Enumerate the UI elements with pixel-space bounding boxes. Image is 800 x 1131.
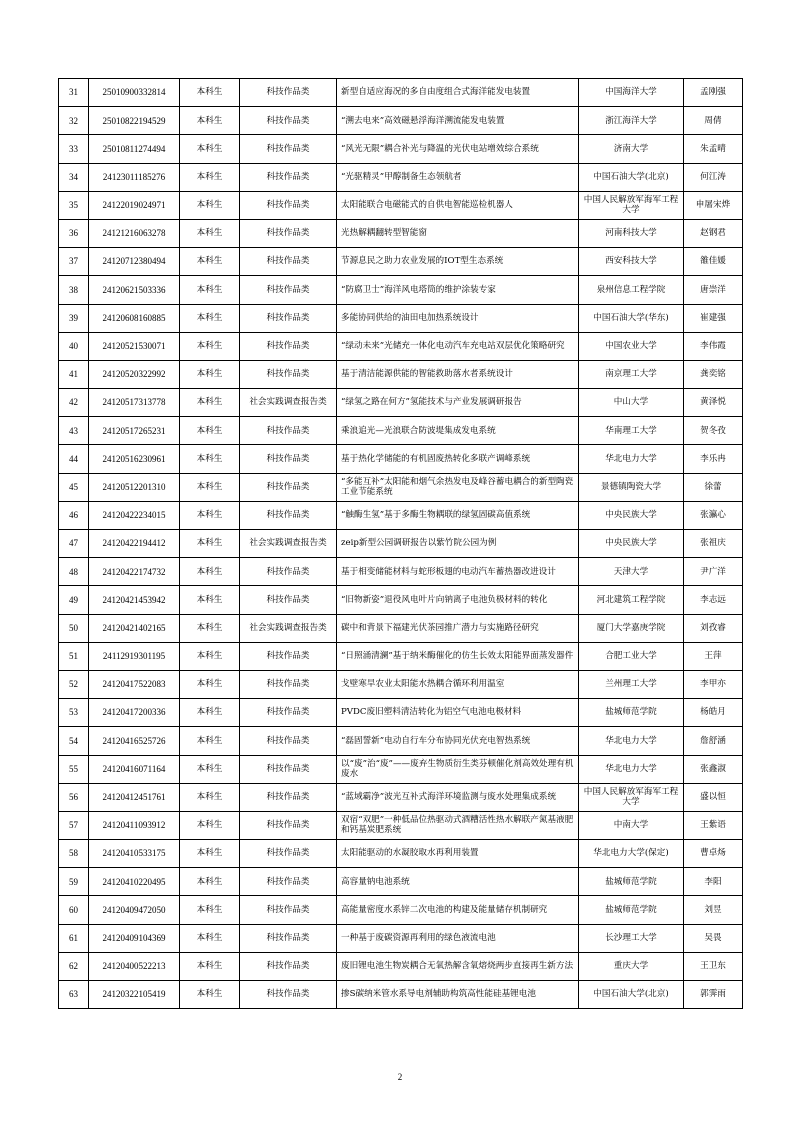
student-level: 本科生 <box>180 107 240 135</box>
application-code: 24122019024971 <box>89 191 180 219</box>
work-category: 科技作品类 <box>240 163 337 191</box>
project-title: “旧物新姿”退役风电叶片向钠离子电池负极材料的转化 <box>337 586 579 614</box>
school-name: 华南理工大学 <box>579 417 684 445</box>
row-number: 49 <box>59 586 89 614</box>
application-code: 24112919301195 <box>89 642 180 670</box>
school-name: 济南大学 <box>579 135 684 163</box>
student-level: 本科生 <box>180 642 240 670</box>
work-category: 社会实践调查报告类 <box>240 614 337 642</box>
application-code: 24120416071164 <box>89 755 180 783</box>
school-name: 华北电力大学 <box>579 445 684 473</box>
row-number: 45 <box>59 473 89 501</box>
application-code: 25010811274494 <box>89 135 180 163</box>
person-name: 詹舒涵 <box>684 727 743 755</box>
student-level: 本科生 <box>180 304 240 332</box>
project-title: “绿氢之路在何方”氢能技术与产业发展调研报告 <box>337 389 579 417</box>
work-category: 科技作品类 <box>240 586 337 614</box>
table-row <box>59 952 743 980</box>
work-category: 科技作品类 <box>240 896 337 924</box>
person-name: 周倩 <box>684 107 743 135</box>
project-title: 基于热化学储能的有机固废热转化多联产调峰系统 <box>337 445 579 473</box>
person-name: 李伟霞 <box>684 332 743 360</box>
person-name: 张瀛心 <box>684 501 743 529</box>
work-category: 科技作品类 <box>240 248 337 276</box>
student-level: 本科生 <box>180 501 240 529</box>
work-category: 科技作品类 <box>240 868 337 896</box>
student-level: 本科生 <box>180 360 240 388</box>
row-number: 43 <box>59 417 89 445</box>
person-name: 唐崇洋 <box>684 276 743 304</box>
work-category: 科技作品类 <box>240 107 337 135</box>
project-title: zeip新型公园调研报告以紫竹院公园为例 <box>337 530 579 558</box>
school-name: 中国人民解放军海军工程大学 <box>579 191 684 219</box>
school-name: 中南大学 <box>579 811 684 839</box>
table-row <box>59 896 743 924</box>
person-name: 郭霁雨 <box>684 981 743 1009</box>
table-row <box>59 163 743 191</box>
work-category: 科技作品类 <box>240 840 337 868</box>
person-name: 李甲亦 <box>684 670 743 698</box>
application-code: 24120608160885 <box>89 304 180 332</box>
school-name: 中国人民解放军海军工程大学 <box>579 783 684 811</box>
school-name: 盐城师范学院 <box>579 868 684 896</box>
application-code: 24120417522083 <box>89 670 180 698</box>
work-category: 科技作品类 <box>240 304 337 332</box>
row-number: 46 <box>59 501 89 529</box>
student-level: 本科生 <box>180 586 240 614</box>
school-name: 华北电力大学 <box>579 755 684 783</box>
student-level: 本科生 <box>180 924 240 952</box>
person-name: 李志远 <box>684 586 743 614</box>
row-number: 31 <box>59 79 89 107</box>
row-number: 34 <box>59 163 89 191</box>
school-name: 合肥工业大学 <box>579 642 684 670</box>
project-title: 一种基于废碳资源再利用的绿色液流电池 <box>337 924 579 952</box>
table-row <box>59 783 743 811</box>
student-level: 本科生 <box>180 417 240 445</box>
person-name: 刘孜睿 <box>684 614 743 642</box>
table-row <box>59 699 743 727</box>
student-level: 本科生 <box>180 191 240 219</box>
table-row <box>59 107 743 135</box>
person-name: 李阳 <box>684 868 743 896</box>
student-level: 本科生 <box>180 981 240 1009</box>
school-name: 中山大学 <box>579 389 684 417</box>
student-level: 本科生 <box>180 445 240 473</box>
project-title: 基于相变储能材料与蛇形板翅的电动汽车蓄热器改进设计 <box>337 558 579 586</box>
table-row <box>59 981 743 1009</box>
row-number: 36 <box>59 219 89 247</box>
table-row <box>59 135 743 163</box>
person-name: 雒佳媛 <box>684 248 743 276</box>
work-category: 科技作品类 <box>240 79 337 107</box>
work-category: 科技作品类 <box>240 501 337 529</box>
row-number: 56 <box>59 783 89 811</box>
row-number: 35 <box>59 191 89 219</box>
project-title: 双宿“双肥”一种低品位热驱动式酒糟活性热水解联产氮基液肥和钙基炭肥系统 <box>337 811 579 839</box>
project-title: 戈壁寒旱农业太阳能水热耦合循环利用温室 <box>337 670 579 698</box>
school-name: 西安科技大学 <box>579 248 684 276</box>
application-code: 24120521530071 <box>89 332 180 360</box>
table-row <box>59 191 743 219</box>
page-number: 2 <box>397 1072 403 1082</box>
project-title: 乘浪追光—光浪联合防波堤集成发电系统 <box>337 417 579 445</box>
row-number: 38 <box>59 276 89 304</box>
student-level: 本科生 <box>180 135 240 163</box>
table-row <box>59 727 743 755</box>
row-number: 39 <box>59 304 89 332</box>
work-category: 科技作品类 <box>240 924 337 952</box>
table-row <box>59 530 743 558</box>
table-row <box>59 924 743 952</box>
project-title: 碳中和背景下福建光伏茶园推广潜力与实施路径研究 <box>337 614 579 642</box>
row-number: 37 <box>59 248 89 276</box>
row-number: 62 <box>59 952 89 980</box>
person-name: 崔建强 <box>684 304 743 332</box>
project-title: 基于清洁能源供能的智能救助落水者系统设计 <box>337 360 579 388</box>
application-code: 24120512201310 <box>89 473 180 501</box>
person-name: 王萍 <box>684 642 743 670</box>
project-table <box>58 78 743 1009</box>
row-number: 33 <box>59 135 89 163</box>
person-name: 龚奕铭 <box>684 360 743 388</box>
work-category: 科技作品类 <box>240 783 337 811</box>
student-level: 本科生 <box>180 783 240 811</box>
student-level: 本科生 <box>180 952 240 980</box>
work-category: 科技作品类 <box>240 191 337 219</box>
project-title: “防腐卫士”海洋风电塔筒的维护涂装专家 <box>337 276 579 304</box>
application-code: 24120516230961 <box>89 445 180 473</box>
student-level: 本科生 <box>180 79 240 107</box>
school-name: 浙江海洋大学 <box>579 107 684 135</box>
person-name: 刘昱 <box>684 896 743 924</box>
project-title: 高能量密度水系锌二次电池的构建及能量储存机制研究 <box>337 896 579 924</box>
project-title: 太阳能驱动的水凝胶取水再利用装置 <box>337 840 579 868</box>
row-number: 40 <box>59 332 89 360</box>
student-level: 本科生 <box>180 332 240 360</box>
project-title: “蓝域霸净”波光互补式海洋环境监测与废水处理集成系统 <box>337 783 579 811</box>
school-name: 华北电力大学 <box>579 727 684 755</box>
student-level: 本科生 <box>180 163 240 191</box>
project-title: PVDC废旧塑料清洁转化为铝空气电池电极材料 <box>337 699 579 727</box>
project-title: 以“废”治“废”——废弃生物质衍生类芬顿催化剂高效处理有机废水 <box>337 755 579 783</box>
school-name: 中国石油大学(北京) <box>579 163 684 191</box>
table-row <box>59 417 743 445</box>
work-category: 科技作品类 <box>240 727 337 755</box>
project-title: 新型自适应海况的多自由度组合式海洋能发电装置 <box>337 79 579 107</box>
work-category: 科技作品类 <box>240 276 337 304</box>
person-name: 尹广洋 <box>684 558 743 586</box>
table-row <box>59 501 743 529</box>
school-name: 华北电力大学(保定) <box>579 840 684 868</box>
table-row <box>59 642 743 670</box>
project-title: 高容量钠电池系统 <box>337 868 579 896</box>
table-row <box>59 755 743 783</box>
school-name: 河南科技大学 <box>579 219 684 247</box>
person-name: 盛以恒 <box>684 783 743 811</box>
work-category: 科技作品类 <box>240 332 337 360</box>
application-code: 24120409104369 <box>89 924 180 952</box>
row-number: 54 <box>59 727 89 755</box>
application-code: 24120422194412 <box>89 530 180 558</box>
table-row <box>59 840 743 868</box>
project-title: “绿动未来”光储充一体化电动汽车充电站双层优化策略研究 <box>337 332 579 360</box>
person-name: 贺冬孜 <box>684 417 743 445</box>
school-name: 中国石油大学(北京) <box>579 981 684 1009</box>
work-category: 科技作品类 <box>240 360 337 388</box>
table-row <box>59 389 743 417</box>
application-code: 24120517265231 <box>89 417 180 445</box>
row-number: 59 <box>59 868 89 896</box>
row-number: 58 <box>59 840 89 868</box>
row-number: 48 <box>59 558 89 586</box>
application-code: 24120621503336 <box>89 276 180 304</box>
school-name: 中国石油大学(华东) <box>579 304 684 332</box>
row-number: 60 <box>59 896 89 924</box>
application-code: 24120417200336 <box>89 699 180 727</box>
student-level: 本科生 <box>180 473 240 501</box>
application-code: 24121216063278 <box>89 219 180 247</box>
work-category: 科技作品类 <box>240 219 337 247</box>
student-level: 本科生 <box>180 670 240 698</box>
school-name: 盐城师范学院 <box>579 896 684 924</box>
project-title: 节源息民之助力农业发展的IOT型生态系统 <box>337 248 579 276</box>
work-category: 科技作品类 <box>240 642 337 670</box>
school-name: 南京理工大学 <box>579 360 684 388</box>
row-number: 32 <box>59 107 89 135</box>
application-code: 24120410533175 <box>89 840 180 868</box>
student-level: 本科生 <box>180 868 240 896</box>
row-number: 41 <box>59 360 89 388</box>
student-level: 本科生 <box>180 727 240 755</box>
work-category: 科技作品类 <box>240 811 337 839</box>
student-level: 本科生 <box>180 614 240 642</box>
school-name: 中央民族大学 <box>579 530 684 558</box>
work-category: 社会实践调查报告类 <box>240 389 337 417</box>
student-level: 本科生 <box>180 276 240 304</box>
table-row <box>59 614 743 642</box>
student-level: 本科生 <box>180 219 240 247</box>
project-title: “触酶生氢”基于多酶生物耦联的绿氢固碳高值系统 <box>337 501 579 529</box>
application-code: 24120517313778 <box>89 389 180 417</box>
application-code: 24120421453942 <box>89 586 180 614</box>
person-name: 赵钢君 <box>684 219 743 247</box>
project-title: 太阳能联合电磁能式的自供电智能巡检机器人 <box>337 191 579 219</box>
person-name: 何江涛 <box>684 163 743 191</box>
project-title: 掺S碳纳米管水系导电剂辅助构筑高性能硅基锂电池 <box>337 981 579 1009</box>
table-row <box>59 670 743 698</box>
table-row <box>59 332 743 360</box>
school-name: 中国海洋大学 <box>579 79 684 107</box>
application-code: 24120422174732 <box>89 558 180 586</box>
table-row <box>59 868 743 896</box>
work-category: 科技作品类 <box>240 952 337 980</box>
person-name: 曹卓炀 <box>684 840 743 868</box>
table-body <box>59 79 743 1009</box>
work-category: 科技作品类 <box>240 755 337 783</box>
application-code: 24120322105419 <box>89 981 180 1009</box>
application-code: 24120400522213 <box>89 952 180 980</box>
application-code: 24120411093912 <box>89 811 180 839</box>
school-name: 厦门大学嘉庚学院 <box>579 614 684 642</box>
project-title: 废旧锂电池生物炭耦合无氧热解含氧熔烧两步直接再生新方法 <box>337 952 579 980</box>
row-number: 57 <box>59 811 89 839</box>
work-category: 科技作品类 <box>240 981 337 1009</box>
table-row <box>59 360 743 388</box>
project-title: “风光无限”耦合补光与降温的光伏电站增效综合系统 <box>337 135 579 163</box>
work-category: 社会实践调查报告类 <box>240 530 337 558</box>
project-title: “光驱精灵”甲醇制备生态领航者 <box>337 163 579 191</box>
person-name: 徐蕾 <box>684 473 743 501</box>
person-name: 杨皓月 <box>684 699 743 727</box>
work-category: 科技作品类 <box>240 699 337 727</box>
application-code: 24120410220495 <box>89 868 180 896</box>
person-name: 张祖庆 <box>684 530 743 558</box>
application-code: 24120409472050 <box>89 896 180 924</box>
application-code: 24120416525726 <box>89 727 180 755</box>
person-name: 李乐冉 <box>684 445 743 473</box>
student-level: 本科生 <box>180 248 240 276</box>
project-title: “多能互补”太阳能和烟气余热发电及峰谷蓄电耦合的新型陶瓷工业节能系统 <box>337 473 579 501</box>
work-category: 科技作品类 <box>240 135 337 163</box>
table-row <box>59 304 743 332</box>
student-level: 本科生 <box>180 811 240 839</box>
table-row <box>59 473 743 501</box>
person-name: 张鑫淑 <box>684 755 743 783</box>
work-category: 科技作品类 <box>240 445 337 473</box>
table-row <box>59 219 743 247</box>
application-code: 24120712380494 <box>89 248 180 276</box>
student-level: 本科生 <box>180 530 240 558</box>
person-name: 申屠宋烨 <box>684 191 743 219</box>
table-row <box>59 811 743 839</box>
school-name: 泉州信息工程学院 <box>579 276 684 304</box>
person-name: 朱孟晴 <box>684 135 743 163</box>
person-name: 黄泽悦 <box>684 389 743 417</box>
table-row <box>59 586 743 614</box>
student-level: 本科生 <box>180 389 240 417</box>
table-row <box>59 79 743 107</box>
application-code: 24120421402165 <box>89 614 180 642</box>
row-number: 50 <box>59 614 89 642</box>
person-name: 孟刚强 <box>684 79 743 107</box>
row-number: 55 <box>59 755 89 783</box>
row-number: 61 <box>59 924 89 952</box>
row-number: 63 <box>59 981 89 1009</box>
student-level: 本科生 <box>180 558 240 586</box>
table-row <box>59 276 743 304</box>
application-code: 24120520322992 <box>89 360 180 388</box>
school-name: 景德镇陶瓷大学 <box>579 473 684 501</box>
work-category: 科技作品类 <box>240 558 337 586</box>
row-number: 53 <box>59 699 89 727</box>
person-name: 王紫语 <box>684 811 743 839</box>
project-title: “日照涌清澜”基于纳米酶催化的仿生长效太阳能界面蒸发器件 <box>337 642 579 670</box>
work-category: 科技作品类 <box>240 473 337 501</box>
project-title: 光热解耦翻转型智能窗 <box>337 219 579 247</box>
application-code: 24120422234015 <box>89 501 180 529</box>
student-level: 本科生 <box>180 896 240 924</box>
row-number: 51 <box>59 642 89 670</box>
student-level: 本科生 <box>180 840 240 868</box>
row-number: 42 <box>59 389 89 417</box>
school-name: 天津大学 <box>579 558 684 586</box>
application-code: 24120412451761 <box>89 783 180 811</box>
row-number: 44 <box>59 445 89 473</box>
application-code: 24123011185276 <box>89 163 180 191</box>
person-name: 王卫东 <box>684 952 743 980</box>
table-row <box>59 558 743 586</box>
application-code: 25010900332814 <box>89 79 180 107</box>
work-category: 科技作品类 <box>240 417 337 445</box>
project-title: “溯去电来”高效磁悬浮海洋溯流能发电装置 <box>337 107 579 135</box>
project-title: 多能协同供给的油田电加热系统设计 <box>337 304 579 332</box>
row-number: 52 <box>59 670 89 698</box>
student-level: 本科生 <box>180 699 240 727</box>
school-name: 河北建筑工程学院 <box>579 586 684 614</box>
school-name: 兰州理工大学 <box>579 670 684 698</box>
row-number: 47 <box>59 530 89 558</box>
work-category: 科技作品类 <box>240 670 337 698</box>
school-name: 长沙理工大学 <box>579 924 684 952</box>
table-row <box>59 248 743 276</box>
student-level: 本科生 <box>180 755 240 783</box>
school-name: 中国农业大学 <box>579 332 684 360</box>
school-name: 盐城师范学院 <box>579 699 684 727</box>
person-name: 吴畏 <box>684 924 743 952</box>
school-name: 中央民族大学 <box>579 501 684 529</box>
project-title: “磊固誓新”电动自行车分布协同光伏充电智热系统 <box>337 727 579 755</box>
application-code: 25010822194529 <box>89 107 180 135</box>
school-name: 重庆大学 <box>579 952 684 980</box>
table-row <box>59 445 743 473</box>
